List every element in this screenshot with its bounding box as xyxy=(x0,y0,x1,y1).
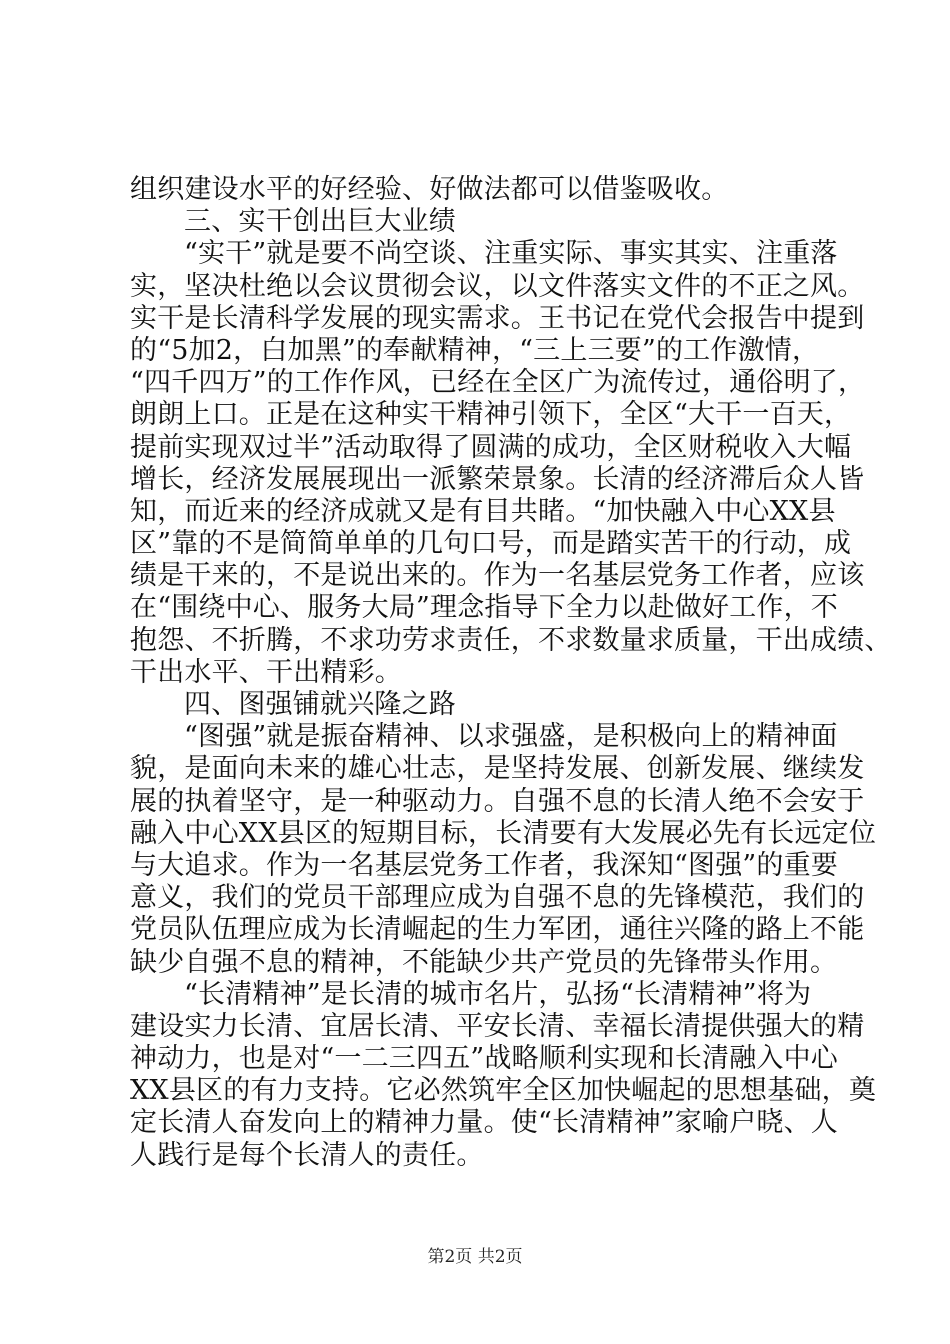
text-line: 在“围绕中心、服务大局”理念指导下全力以赴做好工作，不 xyxy=(130,592,839,624)
text-line: 组织建设水平的好经验、好做法都可以借鉴吸收。 xyxy=(130,174,729,205)
text-line: 三、实干创出巨大业绩 xyxy=(184,206,456,238)
text-line: “四千四万”的工作作风，已经在全区广为流传过，通俗明了， xyxy=(130,367,866,399)
text-line: 抱怨、不折腾，不求功劳求责任，不求数量求质量，干出成绩、 xyxy=(130,624,892,656)
text-line: 展的执着坚守，是一种驱动力。自强不息的长清人绝不会安于 xyxy=(130,785,865,817)
text-line: “长清精神”是长清的城市名片，弘扬“长清精神”将为 xyxy=(184,978,812,1010)
text-line: 知，而近来的经济成就又是有目共睹。“加快融入中心XX县 xyxy=(130,495,836,527)
text-line: 融入中心XX县区的短期目标，长清要有大发展必先有长远定位 xyxy=(130,817,877,849)
text-line: 增长，经济发展展现出一派繁荣景象。长清的经济滞后众人皆 xyxy=(130,463,865,495)
text-line: XX县区的有力支持。它必然筑牢全区加快崛起的思想基础，奠 xyxy=(130,1075,877,1107)
text-line: 朗朗上口。正是在这种实干精神引领下，全区“大干一百天， xyxy=(130,399,852,431)
text-line: 的“5加2，白加黑”的奉献精神，“三上三要”的工作激情， xyxy=(130,334,820,366)
text-line: “图强”就是振奋精神、以求强盛，是积极向上的精神面 xyxy=(184,721,838,753)
text-line: 与大追求。作为一名基层党务工作者，我深知“图强”的重要 xyxy=(130,849,839,881)
text-line: 提前实现双过半”活动取得了圆满的成功，全区财税收入大幅 xyxy=(130,431,852,463)
text-line: 定长清人奋发向上的精神力量。使“长清精神”家喻户晓、人 xyxy=(130,1107,839,1139)
text-line: 实，坚决杜绝以会议贯彻会议，以文件落实文件的不正之风。 xyxy=(130,270,865,302)
text-line: 人践行是每个长清人的责任。 xyxy=(130,1139,484,1171)
text-line: 建设实力长清、宜居长清、平安长清、幸福长清提供强大的精 xyxy=(130,1010,865,1042)
text-line: 干出水平、干出精彩。 xyxy=(130,656,402,688)
text-line: 神动力，也是对“一二三四五”战略顺利实现和长清融入中心 xyxy=(130,1043,839,1075)
text-line: 区”靠的不是简简单单的几句口号，而是踏实苦干的行动，成 xyxy=(130,528,852,560)
text-line: 貌，是面向未来的雄心壮志，是坚持发展、创新发展、继续发 xyxy=(130,753,865,785)
text-line: 绩是干来的，不是说出来的。作为一名基层党务工作者，应该 xyxy=(130,560,865,592)
text-line: 四、图强铺就兴隆之路 xyxy=(184,689,456,720)
text-line: 缺少自强不息的精神，不能缺少共产党员的先锋带头作用。 xyxy=(130,946,838,978)
text-line: 意义，我们的党员干部理应成为自强不息的先锋模范，我们的 xyxy=(130,882,865,914)
text-line: 实干是长清科学发展的现实需求。王书记在党代会报告中提到 xyxy=(130,302,865,334)
document-body xyxy=(130,174,892,1172)
page-footer: 第2页 共2页 xyxy=(427,1247,523,1267)
text-line: 党员队伍理应成为长清崛起的生力军团，通往兴隆的路上不能 xyxy=(130,914,865,946)
text-line: “实干”就是要不尚空谈、注重实际、事实其实、注重落 xyxy=(184,238,838,270)
